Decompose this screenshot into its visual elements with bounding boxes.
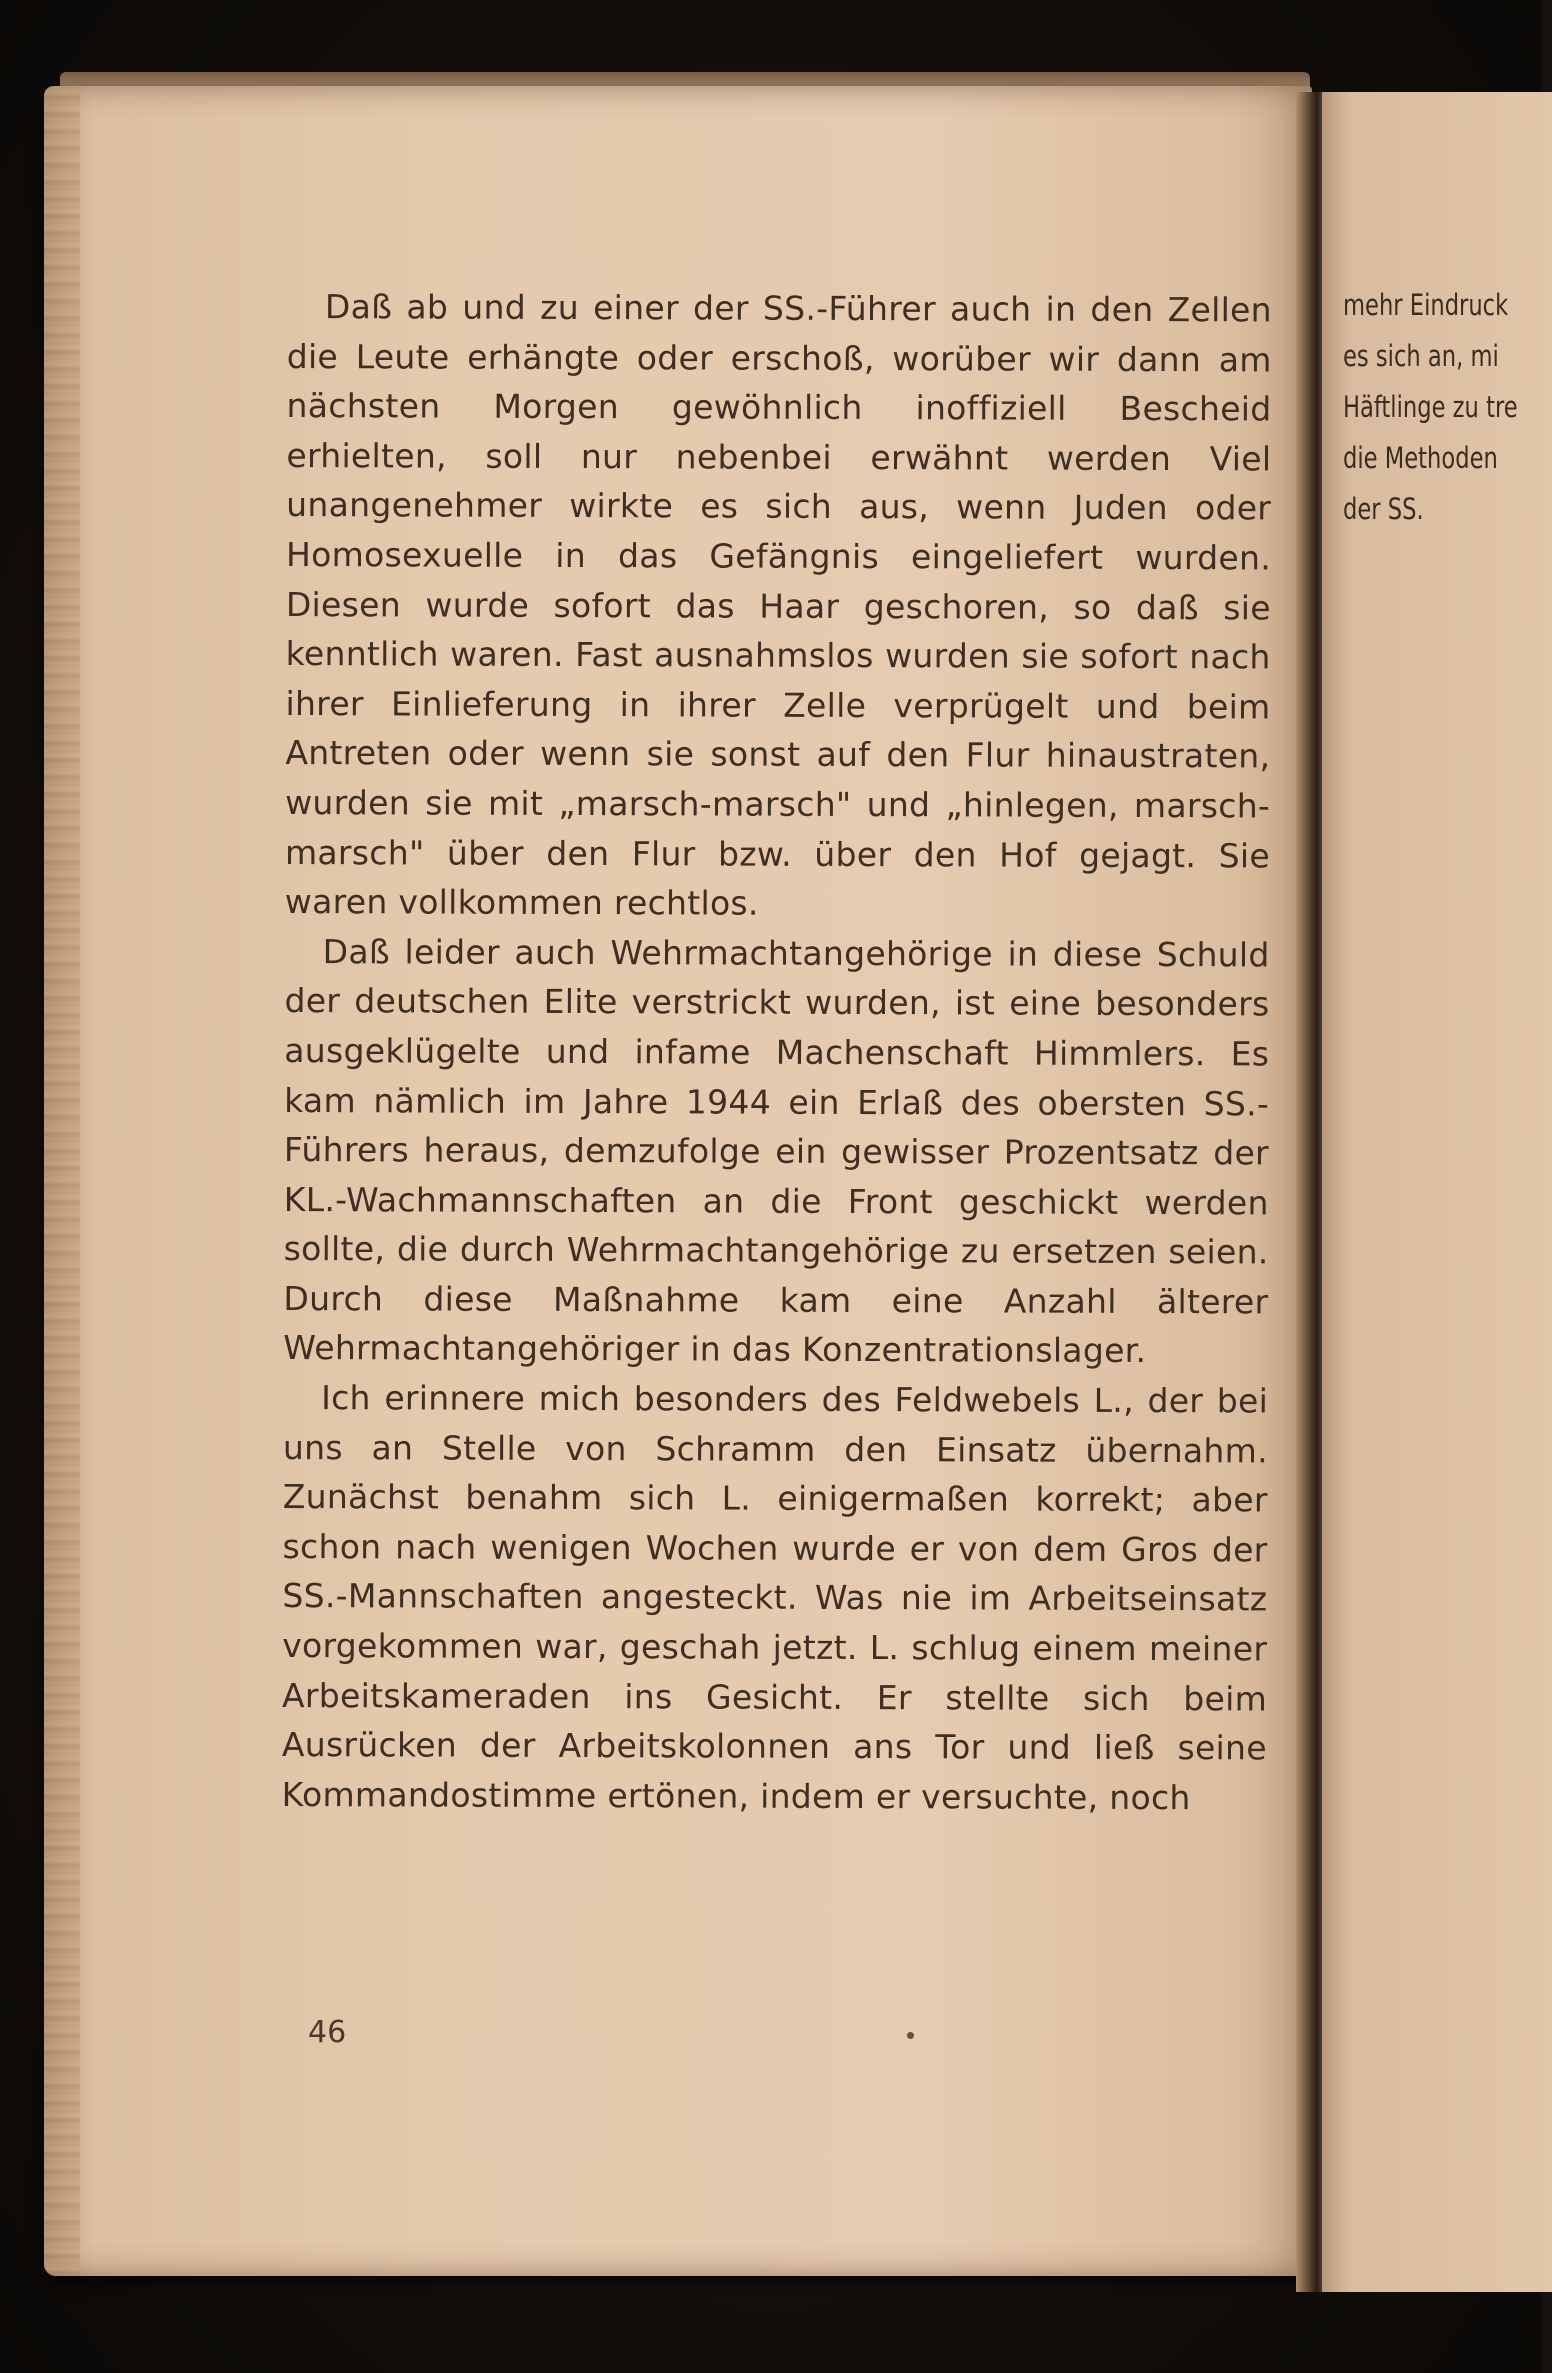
right-line-1: mehr Eindruck [1343, 288, 1509, 322]
paragraph-2: Daß leider auch Wehrmachtangehörige in diese Schuld der deutschen Elite verstrickt wurden, ist eine besonders ausgeklügelte und infame Machenschaft Himmlers. Es kam nämlich im Jahre 1944 ein Erlaß des obersten SS.-Führers heraus, demzufolge ein gewisser Prozentsatz der KL.-Wachmannschaften an die Front geschickt werden sollte, die durch Wehrmachtangehörige zu ersetzen seien. Durch diese Maßnahme kam eine Anzahl älterer Wehrmachtangehöriger in das Konzentrationslager. [283, 931, 1270, 1371]
paragraph-3: Ich erinnere mich besonders des Feldwebels L., der bei uns an Stelle von Schramm den Einsatz übernahm. Zunächst benahm sich L. einigermaßen korrekt; aber schon nach wenigen Wochen wurde er von dem Gros der SS.-Mannschaften angesteckt. Was nie im Arbeitseinsatz vorgekommen war, geschah jetzt. L. schlug einem meiner Arbeitskameraden ins Gesicht. Er stellte sich beim Ausrücken der Arbeitskolonnen ans Tor und ließ seine Kommandostimme ertönen, indem er versuchte, noch [281, 1378, 1269, 1817]
right-line-3: Häftlinge zu tre [1343, 390, 1518, 424]
right-page-text [1343, 280, 1518, 535]
right-line-2: es sich an, mi [1343, 339, 1499, 373]
ink-speck [907, 2032, 914, 2039]
right-line-5: der SS. [1343, 492, 1424, 526]
page-number: 46 [308, 2015, 347, 2050]
paragraph-1: Daß ab und zu einer der SS.-Führer auch in den Zellen die Leute erhängte oder erschoß, worüber wir dann am nächsten Morgen gewöhnlich inoffiziell Bescheid erhielten, soll nur nebenbei erwähnt werden Viel unangenehmer wirkte es sich aus, wenn Juden oder Homosexuelle in das Gefängnis eingeliefert wurden. Diesen wurde sofort das Haar geschoren, so daß sie kenntlich waren. Fast ausnahmslos wurden sie sofort nach ihrer Einlieferung in ihrer Zelle verprügelt und beim Antreten oder wenn sie sonst auf den Flur hinaustraten, wurden sie mit „marsch-marsch" und „hinlegen, marsch-marsch" über den Flur bzw. über den Hof gejagt. Sie waren vollkommen rechtlos. [284, 287, 1272, 923]
right-line-4: die Methoden [1343, 441, 1498, 475]
left-page-body [282, 282, 1272, 1823]
